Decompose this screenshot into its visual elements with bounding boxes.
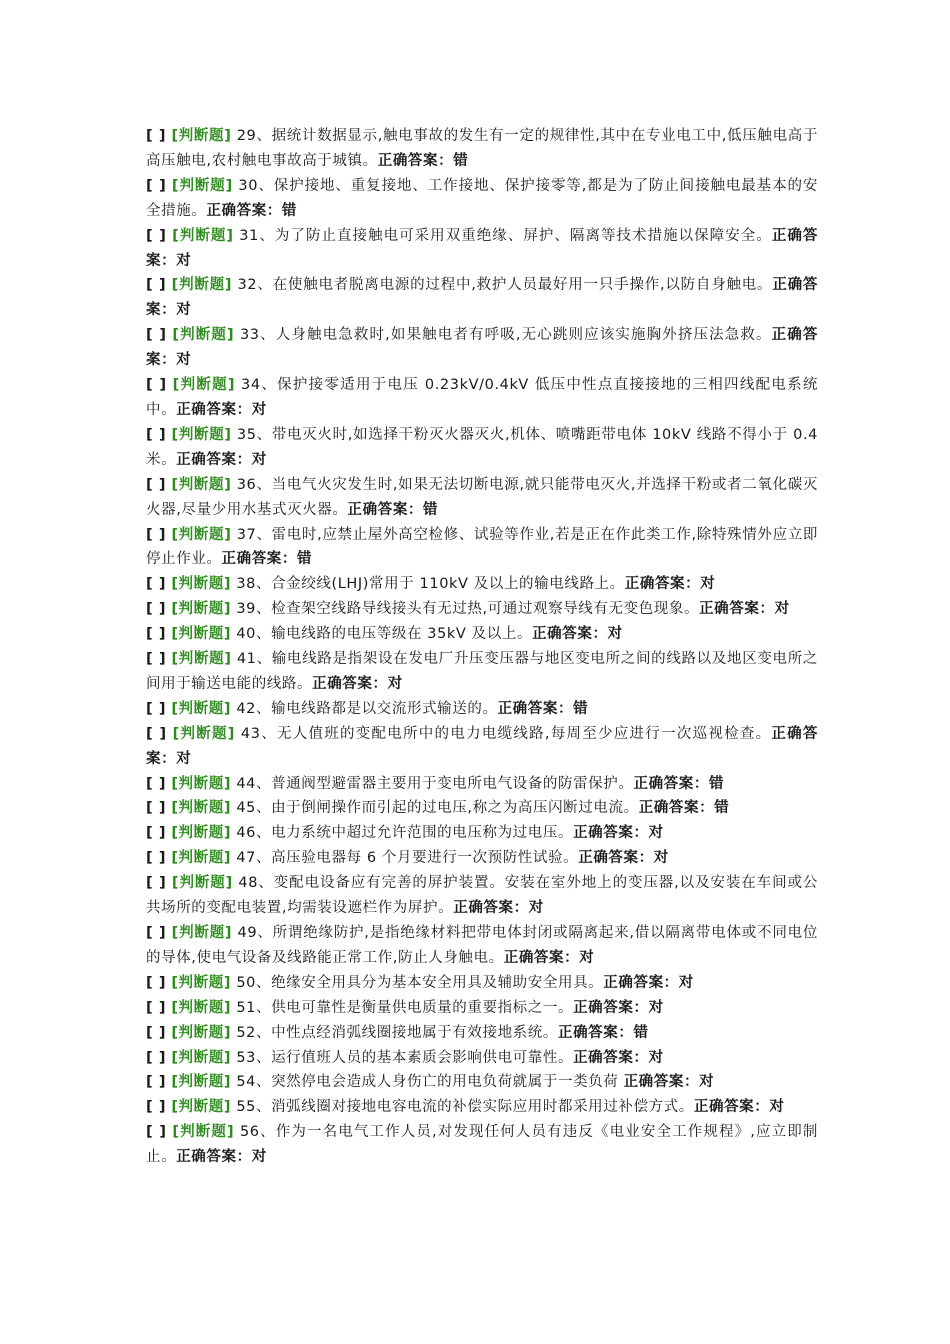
answer-label: 正确答案： bbox=[638, 800, 715, 817]
question-number: 40 bbox=[236, 626, 256, 643]
question-type-tag: [判断题] bbox=[172, 327, 235, 344]
answer-label: 正确答案： bbox=[699, 601, 775, 618]
question-type-tag: [判断题] bbox=[172, 725, 236, 742]
question-item bbox=[146, 796, 818, 821]
question-type-tag: [判断题] bbox=[171, 277, 233, 294]
question-type-tag: [判断题] bbox=[171, 128, 232, 144]
answer-label: 正确答案： bbox=[573, 825, 649, 842]
question-type-tag: [判断题] bbox=[171, 974, 232, 991]
question-bracket: [ ] bbox=[146, 651, 167, 668]
question-type-tag: [判断题] bbox=[172, 1124, 235, 1141]
question-bracket: [ ] bbox=[146, 626, 167, 643]
question-number: 46 bbox=[236, 825, 256, 842]
question-bracket: [ ] bbox=[146, 775, 167, 792]
question-type-tag: [判断题] bbox=[171, 626, 232, 643]
answer-value: 对 bbox=[176, 352, 192, 369]
question-number: 37 bbox=[236, 526, 257, 543]
answer-label: 正确答案： bbox=[146, 327, 818, 369]
question-text: 、作为一名电气工作人员,对发现任何人员有违反《电业安全工作规程》,应立即制止。 bbox=[146, 1124, 818, 1166]
question-bracket: [ ] bbox=[146, 426, 167, 443]
question-type-tag: [判断题] bbox=[171, 850, 232, 867]
question-text: 、合金绞线(LHJ)常用于 110kV 及以上的输电线路上。 bbox=[255, 576, 625, 593]
question-bracket: [ ] bbox=[146, 1049, 167, 1066]
question-item bbox=[146, 1095, 818, 1120]
question-text: 、人身触电急救时,如果触电者有呼吸,无心跳则应该实施胸外挤压法急救。 bbox=[259, 327, 772, 344]
question-item bbox=[146, 772, 818, 797]
question-bracket: [ ] bbox=[146, 277, 167, 294]
answer-value: 对 bbox=[176, 302, 192, 319]
question-number: 34 bbox=[241, 377, 261, 394]
answer-label: 正确答案： bbox=[497, 700, 574, 717]
question-bracket: [ ] bbox=[146, 850, 167, 867]
answer-label: 正确答案： bbox=[146, 725, 818, 767]
question-item bbox=[146, 597, 818, 622]
answer-value: 错 bbox=[297, 551, 313, 568]
question-item bbox=[146, 697, 818, 722]
question-type-tag: [判断题] bbox=[171, 925, 233, 941]
question-bracket: [ ] bbox=[146, 128, 167, 144]
question-number: 36 bbox=[236, 476, 257, 493]
question-number: 56 bbox=[239, 1124, 260, 1141]
answer-label: 正确答案： bbox=[603, 974, 679, 991]
question-type-tag: [判断题] bbox=[171, 1099, 232, 1116]
question-type-tag: [判断题] bbox=[171, 177, 233, 194]
question-text: 、运行值班人员的基本素质会影响供电可靠性。 bbox=[255, 1049, 574, 1066]
question-item bbox=[146, 473, 818, 523]
answer-value: 对 bbox=[251, 451, 267, 468]
question-number: 35 bbox=[236, 426, 257, 443]
answer-value: 对 bbox=[528, 900, 544, 917]
question-type-tag: [判断题] bbox=[171, 999, 232, 1016]
question-item bbox=[146, 523, 818, 573]
question-item bbox=[146, 174, 818, 224]
question-number: 55 bbox=[236, 1099, 256, 1116]
question-number: 43 bbox=[240, 725, 261, 742]
question-text: 、雷电时,应禁止屋外高空检修、试验等作业,若是正在作此类工作,除特殊情外应立即停止作业。 bbox=[146, 526, 818, 568]
question-text: 、普通阀型避雷器主要用于变电所电气设备的防雷保护。 bbox=[255, 775, 634, 792]
question-text: 、检查架空线路导线接头有无过热,可通过观察导线有无变色现象。 bbox=[255, 601, 700, 618]
question-item bbox=[146, 647, 818, 697]
answer-value: 对 bbox=[678, 974, 694, 991]
question-bracket: [ ] bbox=[146, 177, 167, 194]
answer-value: 对 bbox=[176, 252, 192, 269]
question-text: 、带电灭火时,如选择干粉灭火器灭火,机体、喷嘴距带电体 10kV 线路不得小于 0.4 米。 bbox=[146, 426, 818, 468]
answer-value: 对 bbox=[607, 626, 623, 643]
question-number: 32 bbox=[237, 277, 258, 294]
question-item bbox=[146, 1021, 818, 1046]
question-number: 38 bbox=[236, 576, 256, 593]
question-text: 、供电可靠性是衡量供电质量的重要指标之一。 bbox=[255, 999, 574, 1016]
question-number: 33 bbox=[239, 327, 260, 344]
answer-label: 正确答案： bbox=[176, 1149, 252, 1166]
answer-value: 错 bbox=[714, 800, 730, 817]
answer-label: 正确答案： bbox=[557, 1024, 634, 1041]
answer-value: 对 bbox=[251, 1149, 267, 1166]
question-type-tag: [判断题] bbox=[171, 476, 232, 493]
question-type-tag: [判断题] bbox=[171, 1074, 232, 1091]
question-text: 、保护接地、重复接地、工作接地、保护接零等,都是为了防止间接触电最基本的安全措施。 bbox=[146, 177, 818, 219]
question-bracket: [ ] bbox=[146, 476, 167, 493]
question-item bbox=[146, 971, 818, 996]
question-bracket: [ ] bbox=[146, 526, 167, 543]
answer-label: 正确答案： bbox=[633, 775, 709, 792]
question-item bbox=[146, 323, 818, 373]
question-number: 54 bbox=[236, 1074, 256, 1091]
question-type-tag: [判断题] bbox=[171, 651, 232, 668]
answer-label: 正确答案： bbox=[503, 949, 580, 966]
question-type-tag: [判断题] bbox=[171, 1049, 232, 1066]
answer-label: 正确答案： bbox=[146, 277, 818, 319]
question-text: 、所谓绝缘防护,是指绝缘材料把带电体封闭或隔离起来,借以隔离带电体或不同电位的导体,使电气设备及线路能正常工作,防止人身触电。 bbox=[146, 925, 818, 966]
answer-value: 对 bbox=[387, 675, 403, 692]
question-text: 、输电线路的电压等级在 35kV 及以上。 bbox=[255, 626, 533, 643]
question-text: 、当电气火灾发生时,如果无法切断电源,就只能带电灭火,并选择干粉或者二氧化碳灭火器,尽量少用水基式灭火器。 bbox=[146, 476, 818, 518]
question-type-tag: [判断题] bbox=[172, 377, 236, 394]
answer-label: 正确答案： bbox=[347, 501, 424, 518]
question-number: 48 bbox=[238, 875, 259, 892]
question-text: 、突然停电会造成人身伤亡的用电负荷就属于一类负荷 bbox=[255, 1074, 624, 1091]
question-item bbox=[146, 124, 818, 174]
answer-label: 正确答案： bbox=[206, 202, 282, 219]
question-number: 31 bbox=[239, 227, 259, 244]
answer-value: 错 bbox=[633, 1024, 649, 1041]
question-bracket: [ ] bbox=[146, 700, 167, 717]
question-number: 42 bbox=[236, 700, 256, 717]
answer-value: 对 bbox=[579, 949, 595, 966]
question-text: 、变配电设备应有完善的屏护装置。安装在室外地上的变压器,以及安装在车间或公共场所的变配电装置,均需装设遮栏作为屏护。 bbox=[146, 875, 818, 917]
question-item bbox=[146, 224, 818, 274]
question-number: 50 bbox=[236, 974, 256, 991]
question-number: 51 bbox=[236, 999, 256, 1016]
question-number: 45 bbox=[236, 800, 256, 817]
answer-label: 正确答案： bbox=[693, 1099, 770, 1116]
question-type-tag: [判断题] bbox=[171, 576, 232, 593]
answer-label: 正确答案： bbox=[176, 451, 252, 468]
question-text: 、绝缘安全用具分为基本安全用具及辅助安全用具。 bbox=[255, 974, 604, 991]
question-bracket: [ ] bbox=[146, 875, 167, 892]
question-bracket: [ ] bbox=[146, 974, 167, 991]
question-type-tag: [判断题] bbox=[171, 426, 232, 443]
question-type-tag: [判断题] bbox=[171, 775, 232, 792]
answer-label: 正确答案： bbox=[532, 626, 608, 643]
question-number: 41 bbox=[236, 651, 257, 668]
question-bracket: [ ] bbox=[146, 1099, 167, 1116]
question-item bbox=[146, 1120, 818, 1170]
answer-value: 错 bbox=[453, 152, 469, 169]
question-list bbox=[146, 124, 818, 1170]
answer-label: 正确答案： bbox=[578, 850, 654, 867]
answer-value: 对 bbox=[648, 1049, 664, 1066]
answer-label: 正确答案： bbox=[623, 1074, 700, 1091]
answer-label: 正确答案： bbox=[377, 152, 454, 169]
question-type-tag: [判断题] bbox=[172, 227, 234, 244]
answer-value: 对 bbox=[774, 601, 790, 618]
question-number: 29 bbox=[236, 128, 257, 144]
question-bracket: [ ] bbox=[146, 227, 167, 244]
question-item bbox=[146, 871, 818, 921]
question-type-tag: [判断题] bbox=[171, 526, 232, 543]
question-item bbox=[146, 273, 818, 323]
question-text: 、由于倒闸操作而引起的过电压,称之为高压闪断过电流。 bbox=[255, 800, 639, 817]
question-bracket: [ ] bbox=[146, 725, 167, 742]
question-bracket: [ ] bbox=[146, 999, 167, 1016]
question-bracket: [ ] bbox=[146, 576, 167, 593]
question-text: 、中性点经消弧线圈接地属于有效接地系统。 bbox=[255, 1024, 558, 1041]
answer-label: 正确答案： bbox=[176, 401, 252, 418]
question-bracket: [ ] bbox=[146, 377, 167, 394]
question-text: 、输电线路是指架设在发电厂升压变压器与地区变电所之间的线路以及地区变电所之间用于输送电能的线路。 bbox=[146, 651, 818, 692]
answer-value: 错 bbox=[423, 501, 439, 518]
question-item bbox=[146, 423, 818, 473]
question-item bbox=[146, 1070, 818, 1095]
question-item bbox=[146, 846, 818, 871]
question-item bbox=[146, 996, 818, 1021]
question-text: 、输电线路都是以交流形式输送的。 bbox=[255, 700, 498, 717]
question-bracket: [ ] bbox=[146, 925, 167, 941]
answer-label: 正确答案： bbox=[573, 1049, 649, 1066]
answer-value: 对 bbox=[176, 750, 192, 767]
question-item bbox=[146, 722, 818, 772]
question-bracket: [ ] bbox=[146, 1024, 167, 1041]
answer-value: 对 bbox=[769, 1099, 785, 1116]
question-number: 44 bbox=[236, 775, 256, 792]
question-bracket: [ ] bbox=[146, 1124, 167, 1141]
question-bracket: [ ] bbox=[146, 327, 167, 344]
question-type-tag: [判断题] bbox=[171, 700, 232, 717]
answer-value: 错 bbox=[573, 700, 589, 717]
answer-value: 对 bbox=[648, 825, 664, 842]
question-number: 49 bbox=[237, 925, 258, 941]
question-text: 、据统计数据显示,触电事故的发生有一定的规律性,其中在专业电工中,低压触电高于高压触电,农村触电事故高于城镇。 bbox=[146, 128, 818, 169]
question-number: 52 bbox=[236, 1024, 256, 1041]
question-text: 、为了防止直接触电可采用双重绝缘、屏护、隔离等技术措施以保障安全。 bbox=[258, 227, 772, 244]
question-item bbox=[146, 622, 818, 647]
answer-label: 正确答案： bbox=[146, 227, 818, 269]
answer-label: 正确答案： bbox=[312, 675, 388, 692]
question-type-tag: [判断题] bbox=[171, 875, 233, 892]
answer-value: 对 bbox=[700, 576, 716, 593]
question-number: 39 bbox=[236, 601, 256, 618]
question-number: 53 bbox=[236, 1049, 256, 1066]
question-text: 、无人值班的变配电所中的电力电缆线路,每周至少应进行一次巡视检查。 bbox=[260, 725, 772, 742]
question-bracket: [ ] bbox=[146, 800, 167, 817]
question-item bbox=[146, 572, 818, 597]
question-item bbox=[146, 821, 818, 846]
question-type-tag: [判断题] bbox=[171, 1024, 232, 1041]
answer-label: 正确答案： bbox=[573, 999, 649, 1016]
question-type-tag: [判断题] bbox=[171, 601, 232, 618]
question-bracket: [ ] bbox=[146, 1074, 167, 1091]
question-number: 47 bbox=[236, 850, 256, 867]
question-text: 、高压验电器每 6 个月要进行一次预防性试验。 bbox=[255, 850, 579, 867]
question-item bbox=[146, 921, 818, 971]
question-type-tag: [判断题] bbox=[171, 800, 232, 817]
answer-value: 错 bbox=[708, 775, 725, 792]
question-text: 、在使触电者脱离电源的过程中,救护人员最好用一只手操作,以防自身触电。 bbox=[257, 277, 773, 294]
question-bracket: [ ] bbox=[146, 825, 167, 842]
answer-label: 正确答案： bbox=[221, 551, 297, 568]
answer-value: 对 bbox=[699, 1074, 715, 1091]
question-number: 30 bbox=[238, 177, 259, 194]
answer-value: 对 bbox=[251, 401, 267, 418]
answer-value: 对 bbox=[653, 850, 669, 867]
answer-label: 正确答案： bbox=[624, 576, 701, 593]
question-text: 、消弧线圈对接地电容电流的补偿实际应用时都采用过补偿方式。 bbox=[255, 1099, 694, 1116]
question-item bbox=[146, 1046, 818, 1071]
question-type-tag: [判断题] bbox=[171, 825, 232, 842]
question-text: 、保护接零适用于电压 0.23kV/0.4kV 低压中性点直接接地的三相四线配电系统中。 bbox=[146, 377, 819, 418]
question-item bbox=[146, 373, 818, 423]
question-text: 、电力系统中超过允许范围的电压称为过电压。 bbox=[255, 825, 574, 842]
answer-value: 对 bbox=[648, 999, 664, 1016]
answer-value: 错 bbox=[281, 202, 298, 219]
question-bracket: [ ] bbox=[146, 601, 167, 618]
answer-label: 正确答案： bbox=[453, 900, 529, 917]
